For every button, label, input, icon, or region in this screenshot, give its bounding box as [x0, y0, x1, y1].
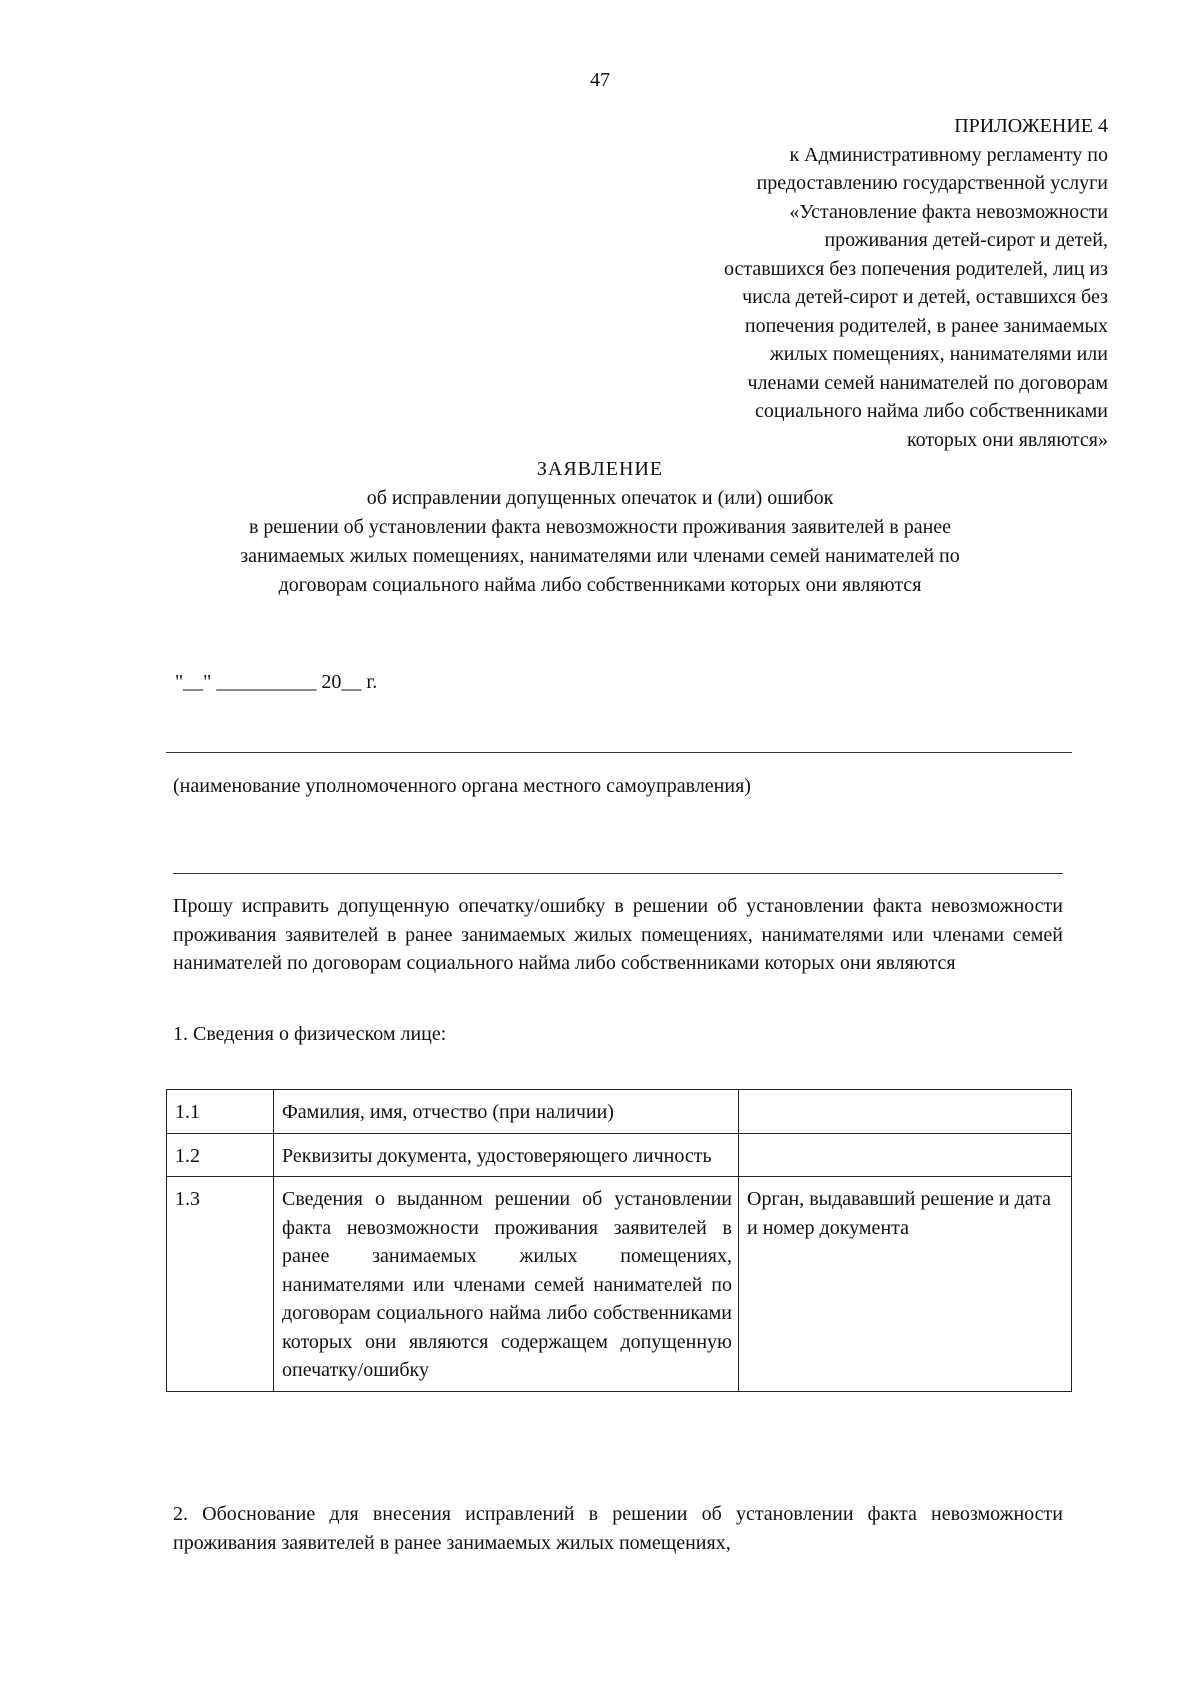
appendix-line: «Установление факта невозможности [789, 200, 1108, 223]
appendix-line: ПРИЛОЖЕНИЕ 4 [954, 115, 1108, 137]
title-line: договорам социального найма либо собственниками которых они являются [278, 574, 922, 596]
row-label: Фамилия, имя, отчество (при наличии) [274, 1090, 739, 1134]
row-number: 1.1 [167, 1090, 274, 1134]
title-heading: ЗАЯВЛЕНИЕ [536, 458, 664, 480]
row-label: Сведения о выданном решении об установлении факта невозможности проживания заявителей в ранее занимаемых жилых помещениях, нанимателями или членами семей нанимателей по договорам социального найма либо собственниками которых они являются содержащем допущенную опечатку/ошибку [274, 1177, 739, 1392]
row-number: 1.2 [167, 1133, 274, 1177]
row-label: Реквизиты документа, удостоверяющего личность [274, 1133, 739, 1177]
section-1-title: 1. Сведения о физическом лице: [173, 1023, 447, 1045]
title-line: занимаемых жилых помещениях, нанимателями или членами семей нанимателей по [240, 545, 960, 567]
title-line: в решении об установлении факта невозможности проживания заявителей в ранее [248, 516, 952, 538]
date-field[interactable]: "__" __________ 20__ г. [175, 671, 378, 693]
appendix-line: проживания детей-сирот и детей, [824, 229, 1108, 251]
appendix-line: к Административному регламенту по [789, 143, 1108, 166]
section-2-text: 2. Обоснование для внесения исправлений в решении об установлении факта невозможности проживания заявителей в ранее занимаемых жилых помещениях, [173, 1503, 1063, 1554]
appendix-line: которых они являются» [906, 428, 1108, 451]
row-number: 1.3 [167, 1177, 274, 1392]
organ-caption: (наименование уполномоченного органа местного самоуправления) [173, 775, 751, 797]
appendix-line: числа детей-сирот и детей, оставшихся без [742, 286, 1108, 308]
title-line: об исправлении допущенных опечаток и (или) ошибок [366, 487, 834, 509]
appendix-line: предоставлению государственной услуги [756, 172, 1108, 194]
appendix-line: социального найма либо собственниками [754, 400, 1108, 422]
table-row [167, 1133, 1072, 1177]
row-value-cell[interactable] [739, 1133, 1072, 1177]
row-value-cell[interactable]: Орган, выдававший решение и дата и номер документа [739, 1177, 1072, 1392]
appendix-line: жилых помещениях, нанимателями или [769, 343, 1108, 365]
table-row [167, 1177, 1072, 1392]
page-number: 47 [590, 69, 610, 91]
applicant-blank[interactable] [173, 873, 1063, 874]
row-value-cell[interactable] [739, 1090, 1072, 1134]
request-text: Прошу исправить допущенную опечатку/ошибку в решении об установлении факта невозможности проживания заявителей в ранее занимаемых жилых помещениях, нанимателями или членами семей нанимателей по договорам социального найма либо собственниками которых они являются [173, 895, 1063, 974]
appendix-header [588, 112, 1108, 454]
appendix-line: членами семей нанимателей по договорам [747, 371, 1108, 394]
organ-name-blank[interactable] [166, 752, 1072, 753]
applicant-info-table [166, 1089, 1072, 1392]
table-row [167, 1090, 1072, 1134]
appendix-line: оставшихся без попечения родителей, лиц из [723, 257, 1108, 280]
document-title [0, 455, 1200, 600]
appendix-line: попечения родителей, в ранее занимаемых [744, 314, 1108, 337]
